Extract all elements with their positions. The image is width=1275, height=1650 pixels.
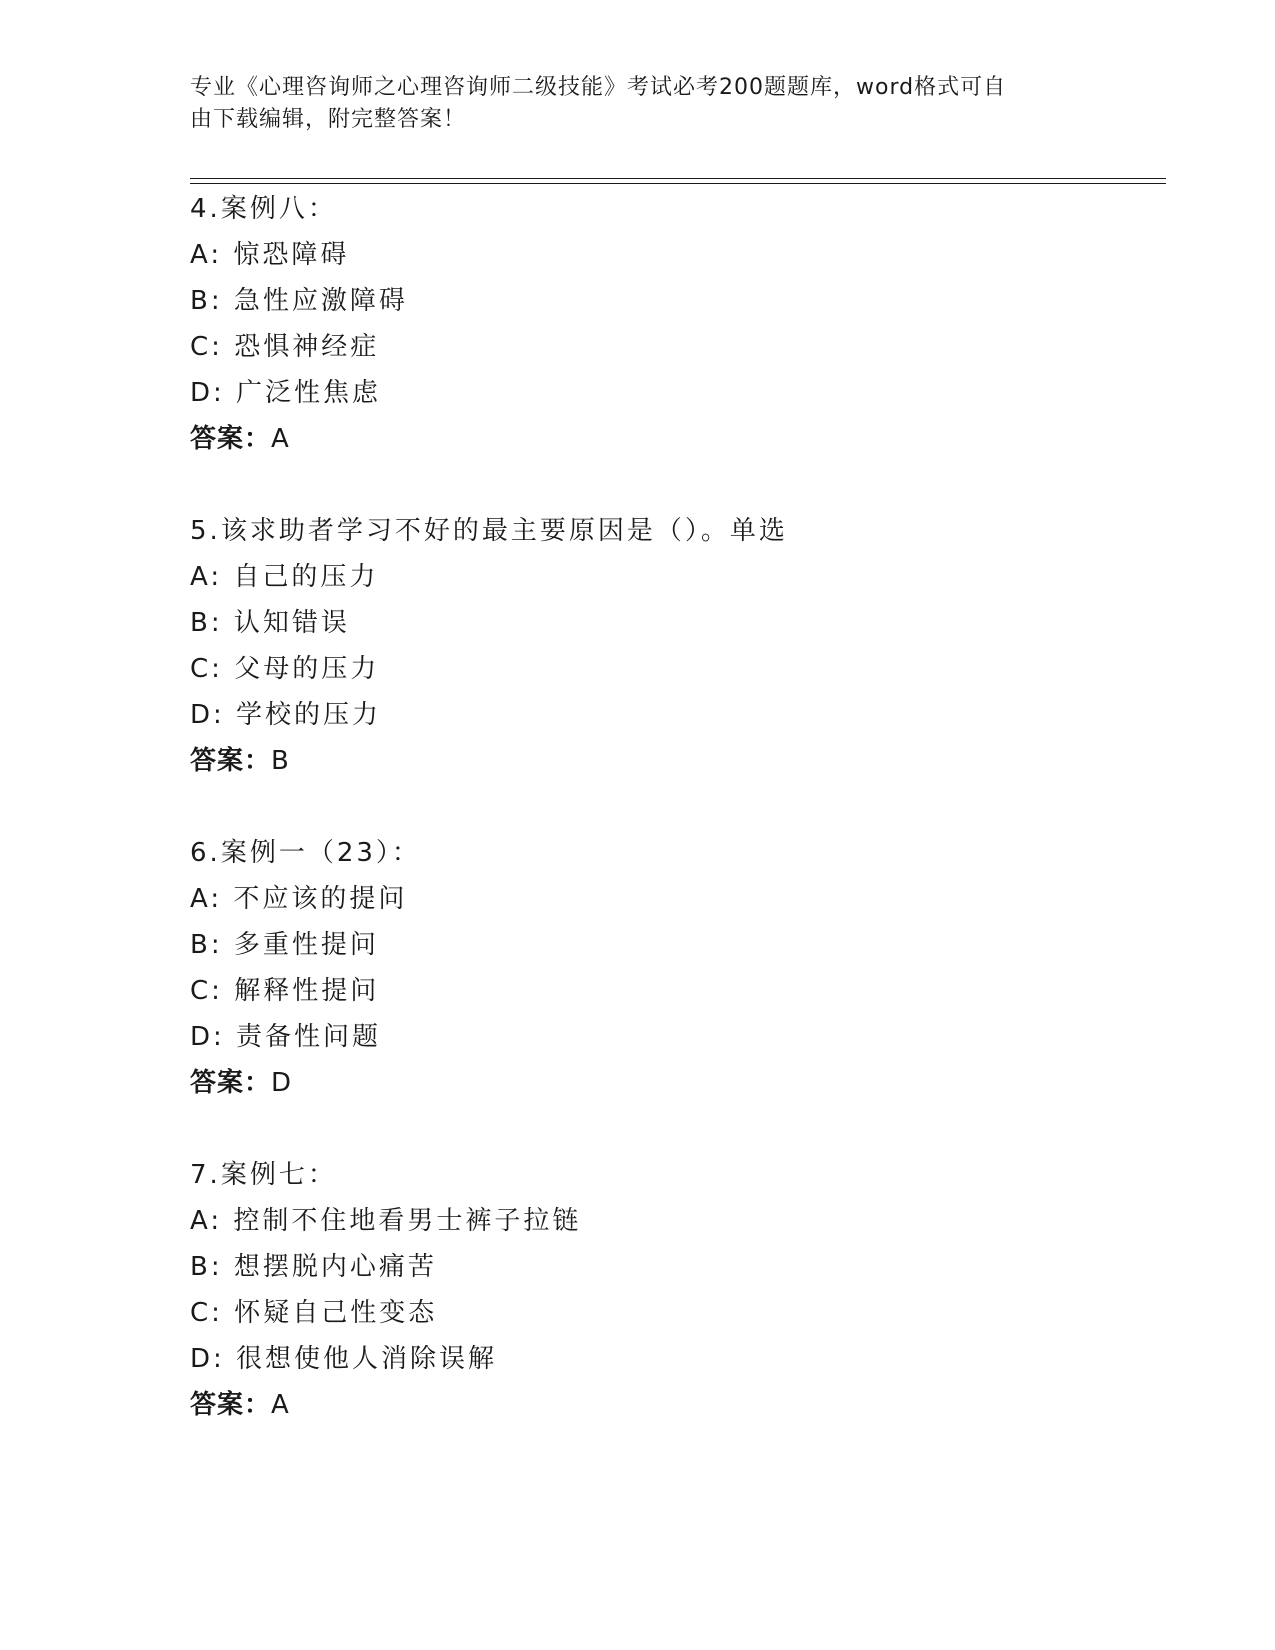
question-6 <box>190 830 1150 1106</box>
header-line-2: 由下载编辑，附完整答案！ <box>190 107 467 132</box>
option-text: 认知错误 <box>233 608 350 638</box>
answer-value: D <box>271 1068 293 1098</box>
header-divider-top <box>190 178 1166 179</box>
option-text: 很想使他人消除误解 <box>236 1344 498 1374</box>
option-text: 控制不住地看男士裤子拉链 <box>233 1206 582 1236</box>
option-text: 惊恐障碍 <box>233 240 350 270</box>
question-text: 该求助者学习不好的最主要原因是（）。单选 <box>220 516 788 546</box>
option-d <box>190 1014 1150 1060</box>
option-c <box>190 324 1150 370</box>
option-b <box>190 600 1150 646</box>
question-number: 4. <box>190 194 221 224</box>
answer-value: B <box>271 746 290 776</box>
header-divider-bottom <box>190 183 1166 184</box>
option-c <box>190 1290 1150 1336</box>
option-c <box>190 646 1150 692</box>
option-a <box>190 876 1150 922</box>
question-stem <box>190 508 1150 554</box>
question-7 <box>190 1152 1150 1428</box>
option-text: 学校的压力 <box>236 700 382 730</box>
option-text: 急性应激障碍 <box>233 286 408 316</box>
option-text: 责备性问题 <box>236 1022 382 1052</box>
question-stem <box>190 1152 1150 1198</box>
option-label: A: <box>190 884 223 914</box>
answer-label: 答案： <box>190 746 272 776</box>
option-label: C: <box>190 1298 223 1328</box>
option-b <box>190 1244 1150 1290</box>
question-number: 5. <box>190 516 221 546</box>
option-b <box>190 278 1150 324</box>
question-list <box>190 186 1150 1428</box>
question-text: 案例八： <box>220 194 337 224</box>
option-label: C: <box>190 332 223 362</box>
option-d <box>190 692 1150 738</box>
option-d <box>190 370 1150 416</box>
question-stem <box>190 830 1150 876</box>
answer-value: A <box>271 424 290 454</box>
option-label: C: <box>190 654 223 684</box>
option-d <box>190 1336 1150 1382</box>
question-text: 案例七： <box>220 1160 337 1190</box>
option-text: 想摆脱内心痛苦 <box>233 1252 437 1282</box>
option-label: D: <box>190 378 225 408</box>
option-text: 广泛性焦虑 <box>236 378 382 408</box>
answer-line <box>190 1060 1150 1106</box>
answer-line <box>190 1382 1150 1428</box>
option-b <box>190 922 1150 968</box>
answer-value: A <box>271 1390 290 1420</box>
option-text: 父母的压力 <box>234 654 380 684</box>
question-text: 案例一（23）： <box>220 838 421 868</box>
answer-label: 答案： <box>190 424 272 454</box>
option-label: B: <box>190 1252 223 1282</box>
question-4 <box>190 186 1150 462</box>
question-stem <box>190 186 1150 232</box>
option-label: B: <box>190 608 223 638</box>
answer-line <box>190 416 1150 462</box>
answer-line <box>190 738 1150 784</box>
option-c <box>190 968 1150 1014</box>
option-text: 怀疑自己性变态 <box>234 1298 438 1328</box>
question-number: 7. <box>190 1160 221 1190</box>
option-label: B: <box>190 286 223 316</box>
answer-label: 答案： <box>190 1068 272 1098</box>
question-number: 6. <box>190 838 221 868</box>
option-label: C: <box>190 976 223 1006</box>
option-text: 多重性提问 <box>233 930 379 960</box>
option-label: D: <box>190 700 225 730</box>
option-label: A: <box>190 240 223 270</box>
answer-label: 答案： <box>190 1390 272 1420</box>
option-text: 自己的压力 <box>233 562 379 592</box>
document-header <box>190 72 1090 136</box>
header-line-1: 专业《心理咨询师之心理咨询师二级技能》考试必考200题题库，word格式可自 <box>190 75 1007 100</box>
option-label: D: <box>190 1344 225 1374</box>
option-text: 恐惧神经症 <box>234 332 380 362</box>
option-a <box>190 554 1150 600</box>
option-label: A: <box>190 562 223 592</box>
option-text: 解释性提问 <box>234 976 380 1006</box>
option-label: A: <box>190 1206 223 1236</box>
option-text: 不应该的提问 <box>233 884 408 914</box>
question-5 <box>190 508 1150 784</box>
option-label: D: <box>190 1022 225 1052</box>
option-a <box>190 232 1150 278</box>
option-a <box>190 1198 1150 1244</box>
option-label: B: <box>190 930 223 960</box>
